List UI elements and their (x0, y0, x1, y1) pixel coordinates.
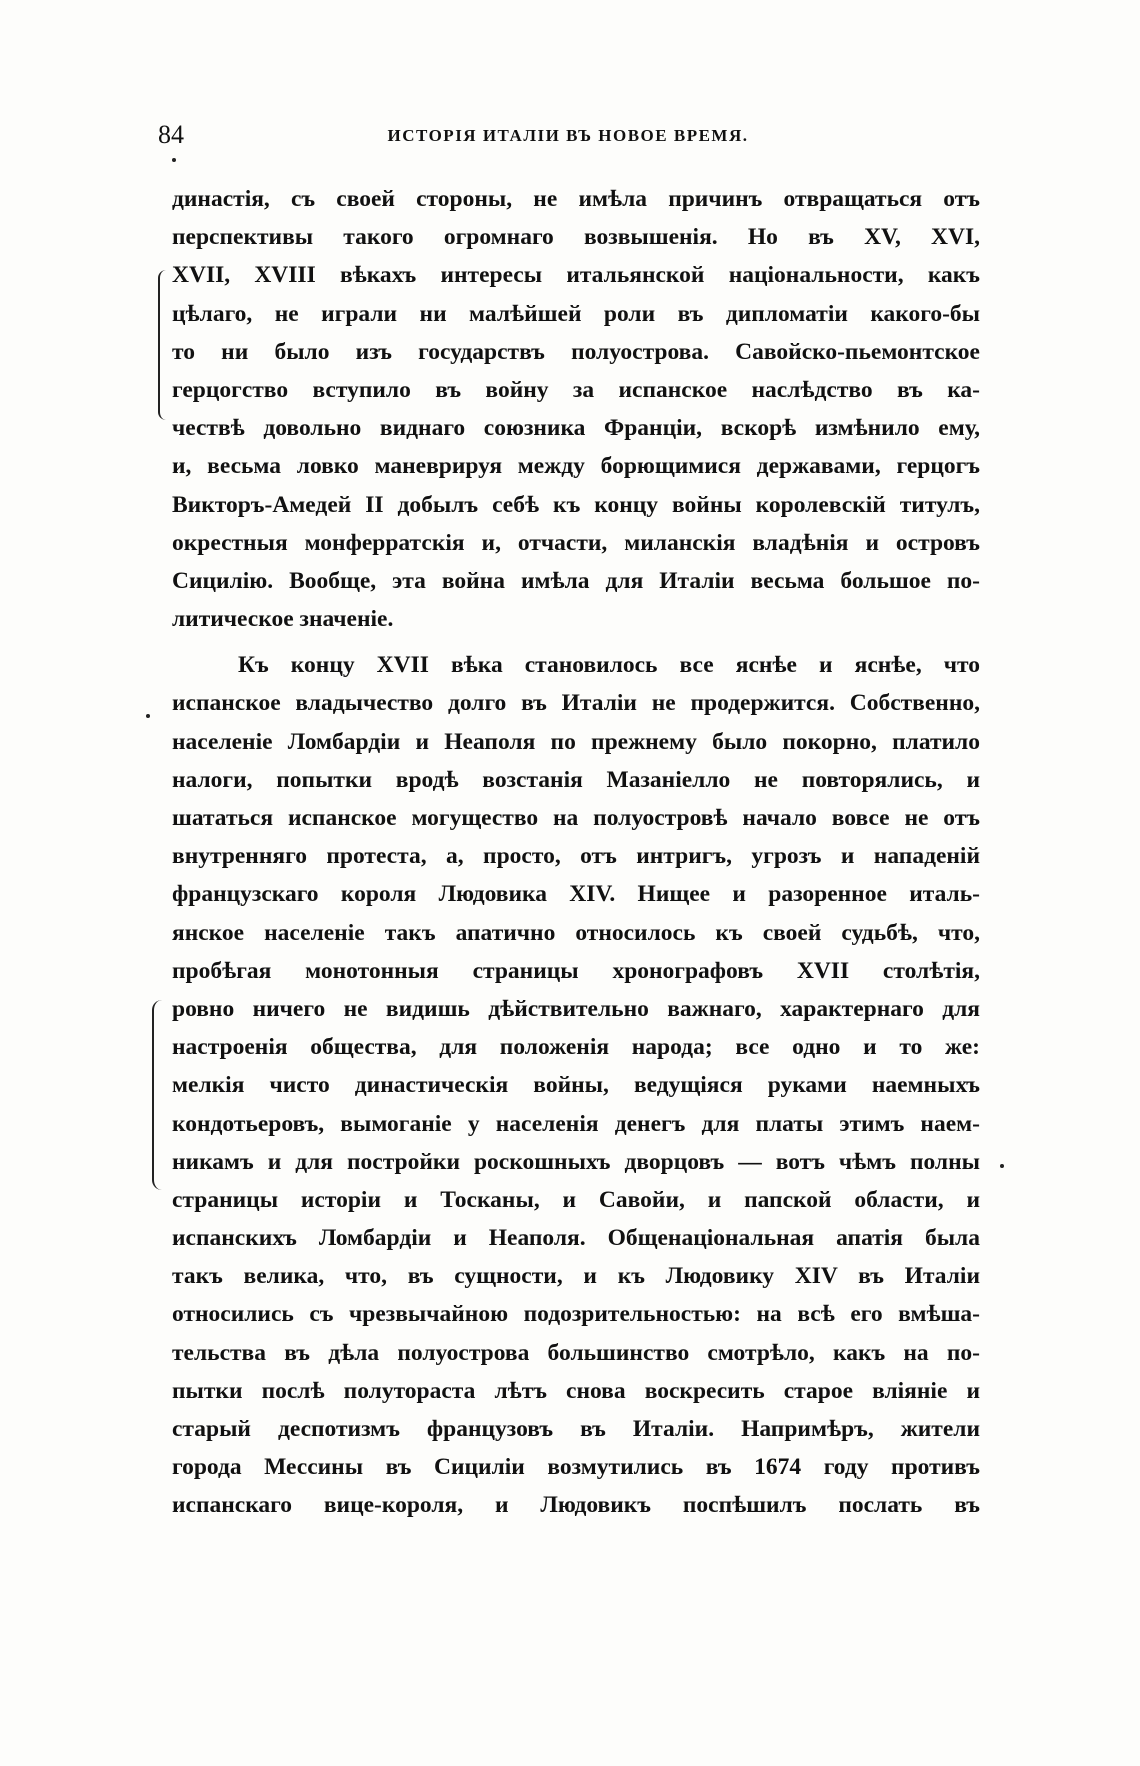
paragraph (172, 646, 980, 1524)
text-line: города Мессины въ Сициліи возмутились въ 1674 году противъ (172, 1454, 980, 1481)
body-text (172, 180, 980, 1525)
text-line: то ни было изъ государствъ полуострова. Савойско-пьемонтское (172, 338, 980, 365)
text-line: мелкія чисто династическія войны, ведущіяся руками наемныхъ (172, 1072, 980, 1099)
text-line: налоги, попытки вродѣ возстанія Мазаніелло не повторялись, и (172, 766, 980, 793)
text-line: населеніе Ломбардіи и Неаполя по прежнему было покорно, платило (172, 728, 980, 755)
text-line: чествѣ довольно виднаго союзника Франціи, вскорѣ измѣнило ему, (172, 415, 980, 442)
text-line: Къ концу XVII вѣка становилось все яснѣе и яснѣе, что (238, 652, 980, 679)
text-line: цѣлаго, не играли ни малѣйшей роли въ дипломатіи какого-бы (172, 300, 980, 327)
text-line: внутренняго протеста, а, просто, отъ интригъ, угрозъ и нападеній (172, 843, 980, 870)
ink-dot (146, 714, 150, 718)
ink-dot (1000, 1164, 1004, 1168)
text-line: перспективы такого огромнаго возвышенія. Но въ XV, XVI, (172, 224, 980, 251)
running-title: ИСТОРІЯ ИТАЛІИ ВЪ НОВОЕ ВРЕМЯ. (387, 126, 749, 145)
text-line: герцогство вступило въ войну за испанское наслѣдство въ ка- (172, 376, 980, 403)
text-line: литическое значеніе. (172, 606, 394, 633)
text-line: и, весьма ловко маневрируя между борющимися державами, герцогъ (172, 453, 980, 480)
text-line: относились съ чрезвычайною подозрительностью: на всѣ его вмѣша- (172, 1301, 980, 1328)
text-line: кондотьеровъ, вымоганіе у населенія денегъ для платы этимъ наем- (172, 1110, 980, 1137)
text-line: окрестныя монферратскія и, отчасти, миланскія владѣнія и островъ (172, 529, 980, 556)
text-line: тельства въ дѣла полуострова большинство смотрѣло, какъ на по- (172, 1339, 980, 1366)
text-line: ровно ничего не видишь дѣйствительно важнаго, характернаго для (172, 995, 980, 1022)
paragraph (172, 180, 980, 638)
text-line: янское населеніе такъ апатично относилось къ своей судьбѣ, что, (172, 919, 980, 946)
ink-dot (172, 158, 176, 162)
text-line: пробѣгая монотонныя страницы хронографовъ XVII столѣтія, (172, 957, 980, 984)
text-line: испанскаго вице-короля, и Людовикъ поспѣшилъ послать въ (172, 1492, 980, 1519)
text-line: Сицилію. Вообще, эта война имѣла для Италіи весьма большое по- (172, 567, 980, 594)
text-line: пытки послѣ полутораста лѣтъ снова воскресить старое вліяніе и (172, 1377, 980, 1404)
text-line: страницы исторіи и Тосканы, и Савойи, и папской области, и (172, 1186, 980, 1213)
page-number: 84 (158, 120, 184, 149)
margin-bracket-mark (152, 1000, 162, 1190)
text-line: XVII, XVIII вѣкахъ интересы итальянской національности, какъ (172, 262, 980, 289)
text-line: старый деспотизмъ французовъ въ Италіи. Напримѣръ, жители (172, 1416, 980, 1442)
page-header (158, 120, 978, 156)
text-line: французскаго короля Людовика XIV. Нищее и разоренное италь- (172, 881, 980, 908)
text-line: такъ велика, что, въ сущности, и къ Людовику XIV въ Италіи (172, 1263, 980, 1290)
text-line: испанское владычество долго въ Италіи не продержится. Собственно, (172, 690, 980, 717)
margin-bracket-mark (158, 270, 166, 420)
paragraph-gap (172, 638, 980, 646)
text-line: династія, съ своей стороны, не имѣла причинъ отвращаться отъ (172, 186, 980, 212)
text-line: настроенія общества, для положенія народа; все одно и то же: (172, 1034, 980, 1061)
text-line: испанскихъ Ломбардіи и Неаполя. Общенаціональная апатія была (172, 1225, 980, 1252)
text-line: шататься испанское могущество на полуостровѣ начало вовсе не отъ (172, 805, 980, 831)
text-line: Викторъ-Амедей II добылъ себѣ къ концу войны королевскій титулъ, (172, 491, 980, 518)
text-line: никамъ и для постройки роскошныхъ дворцовъ — вотъ чѣмъ полны (172, 1148, 980, 1175)
